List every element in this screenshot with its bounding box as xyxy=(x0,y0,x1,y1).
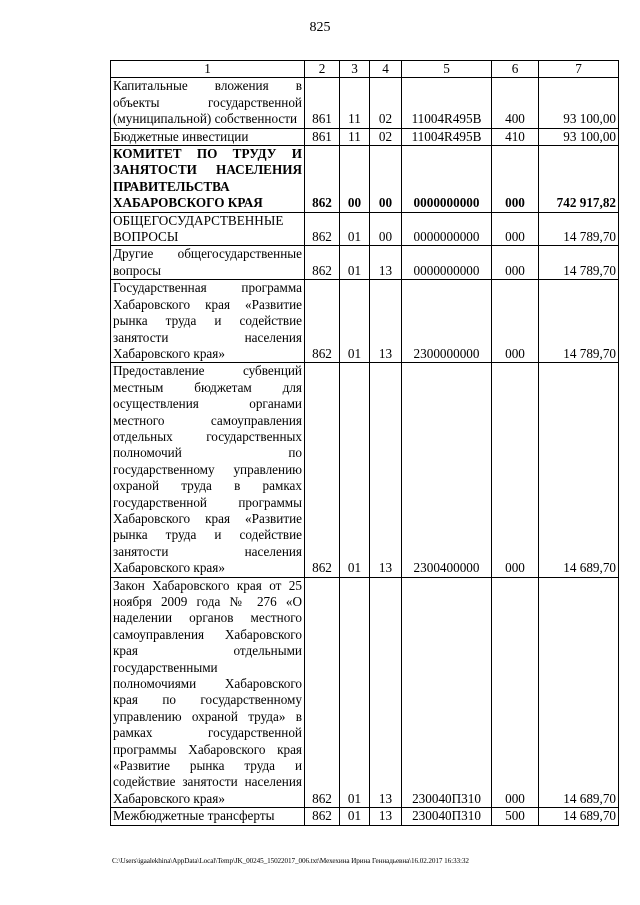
row-target-article: 11004R495B xyxy=(402,78,492,128)
row-section-code: 01 xyxy=(340,577,370,808)
row-expense-type: 000 xyxy=(492,246,539,280)
table-row xyxy=(111,78,619,128)
row-name-cell: Межбюджетные трансферты xyxy=(111,808,305,825)
header-col-7: 7 xyxy=(539,61,619,78)
table-row xyxy=(111,146,619,213)
row-target-article: 230040П310 xyxy=(402,808,492,825)
header-col-5: 5 xyxy=(402,61,492,78)
row-section-code: 01 xyxy=(340,808,370,825)
row-target-article: 11004R495B xyxy=(402,128,492,145)
table-row xyxy=(111,280,619,363)
row-expense-type: 000 xyxy=(492,280,539,363)
row-expense-type: 000 xyxy=(492,146,539,213)
file-path-footer: C:\Users\igaalekhina\AppData\Local\Temp\JK_00245_15022017_006.txt\Мехехина Ирина Геннадьевна\16.02.2017 16:33:32 xyxy=(112,857,469,865)
row-amount: 93 100,00 xyxy=(539,78,619,128)
row-expense-type: 500 xyxy=(492,808,539,825)
row-expense-type: 000 xyxy=(492,363,539,577)
row-admin-code: 861 xyxy=(305,128,340,145)
row-expense-type: 000 xyxy=(492,212,539,246)
row-name-cell: КОМИТЕТ ПО ТРУДУ И ЗАНЯТОСТИ НАСЕЛЕНИЯ ПРАВИТЕЛЬСТВА ХАБАРОВСКОГО КРАЯ xyxy=(111,146,305,213)
row-expense-type: 400 xyxy=(492,78,539,128)
row-amount: 14 689,70 xyxy=(539,577,619,808)
row-expense-type: 000 xyxy=(492,577,539,808)
row-section-code: 01 xyxy=(340,280,370,363)
page-number: 825 xyxy=(309,20,331,35)
row-subsection-code: 13 xyxy=(370,808,402,825)
header-col-3: 3 xyxy=(340,61,370,78)
row-amount: 14 789,70 xyxy=(539,246,619,280)
table-row xyxy=(111,212,619,246)
row-subsection-code: 00 xyxy=(370,146,402,213)
header-col-4: 4 xyxy=(370,61,402,78)
row-subsection-code: 13 xyxy=(370,363,402,577)
row-subsection-code: 13 xyxy=(370,280,402,363)
table-row xyxy=(111,128,619,145)
header-col-6: 6 xyxy=(492,61,539,78)
row-section-code: 00 xyxy=(340,146,370,213)
table-header-row xyxy=(111,61,619,78)
row-section-code: 01 xyxy=(340,363,370,577)
row-target-article: 0000000000 xyxy=(402,246,492,280)
row-name-cell: Другие общегосударственные вопросы xyxy=(111,246,305,280)
row-target-article: 0000000000 xyxy=(402,212,492,246)
row-admin-code: 862 xyxy=(305,280,340,363)
row-target-article: 230040П310 xyxy=(402,577,492,808)
row-admin-code: 862 xyxy=(305,146,340,213)
row-admin-code: 861 xyxy=(305,78,340,128)
row-subsection-code: 02 xyxy=(370,128,402,145)
row-section-code: 11 xyxy=(340,78,370,128)
row-name-cell: Закон Хабаровского края от 25 ноября 2009 года № 276 «О наделении органов местного самоуправления Хабаровского края отдельными государственными полномочиями Хабаровского края по государственному управлению охраной труда» в рамках государственной программы Хабаровского края «Развитие рынка труда и содействие занятости населения Хабаровского края» xyxy=(111,577,305,808)
row-name-cell: Капитальные вложения в объекты государственной (муниципальной) собственности xyxy=(111,78,305,128)
row-subsection-code: 00 xyxy=(370,212,402,246)
row-target-article: 2300000000 xyxy=(402,280,492,363)
row-target-article: 0000000000 xyxy=(402,146,492,213)
table-row xyxy=(111,246,619,280)
row-name-cell: Государственная программа Хабаровского края «Развитие рынка труда и содействие занятости населения Хабаровского края» xyxy=(111,280,305,363)
table-row xyxy=(111,363,619,577)
row-amount: 14 689,70 xyxy=(539,363,619,577)
row-admin-code: 862 xyxy=(305,246,340,280)
row-name-cell: ОБЩЕГОСУДАРСТВЕННЫЕ ВОПРОСЫ xyxy=(111,212,305,246)
row-name-cell: Предоставление субвенций местным бюджетам для осуществления органами местного самоуправления отдельных государственных полномочий по государственному управлению охраной труда в рамках государственной программы Хабаровского края «Развитие рынка труда и содействие занятости населения Хабаровского края» xyxy=(111,363,305,577)
row-subsection-code: 02 xyxy=(370,78,402,128)
row-target-article: 2300400000 xyxy=(402,363,492,577)
row-amount: 14 789,70 xyxy=(539,280,619,363)
row-section-code: 01 xyxy=(340,246,370,280)
row-amount: 14 789,70 xyxy=(539,212,619,246)
table-row xyxy=(111,808,619,825)
row-subsection-code: 13 xyxy=(370,246,402,280)
header-col-2: 2 xyxy=(305,61,340,78)
row-admin-code: 862 xyxy=(305,577,340,808)
row-amount: 93 100,00 xyxy=(539,128,619,145)
row-amount: 14 689,70 xyxy=(539,808,619,825)
row-admin-code: 862 xyxy=(305,363,340,577)
row-section-code: 01 xyxy=(340,212,370,246)
table-row xyxy=(111,577,619,808)
row-section-code: 11 xyxy=(340,128,370,145)
row-name-cell: Бюджетные инвестиции xyxy=(111,128,305,145)
header-col-1: 1 xyxy=(111,61,305,78)
row-subsection-code: 13 xyxy=(370,577,402,808)
budget-table xyxy=(110,60,619,826)
row-admin-code: 862 xyxy=(305,808,340,825)
row-expense-type: 410 xyxy=(492,128,539,145)
row-admin-code: 862 xyxy=(305,212,340,246)
row-amount: 742 917,82 xyxy=(539,146,619,213)
